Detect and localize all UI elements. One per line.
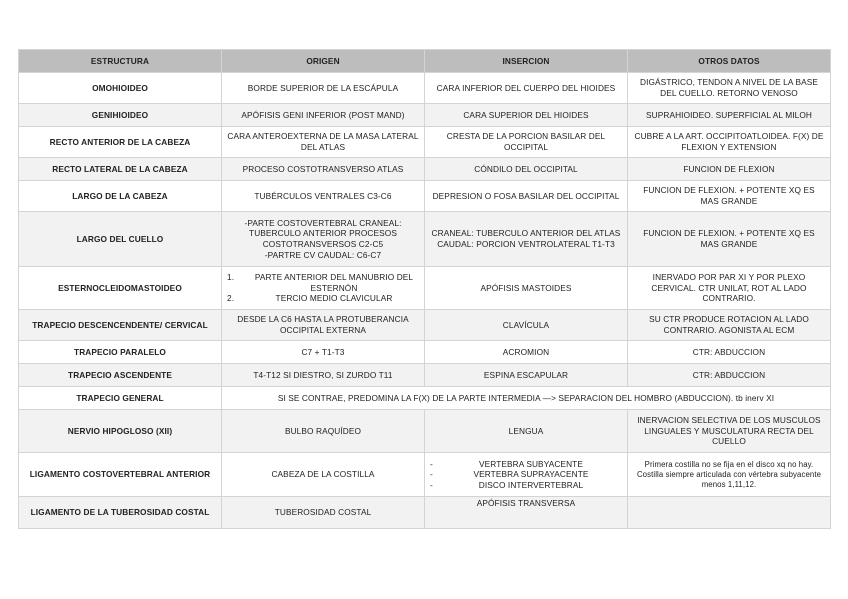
item-text: VERTEBRA SUPRAYACENTE <box>473 469 589 480</box>
otros-cell: FUNCION DE FLEXION <box>628 158 831 181</box>
numbered-item <box>227 272 419 293</box>
estructura-cell: RECTO LATERAL DE LA CABEZA <box>19 158 222 181</box>
otros-cell: FUNCION DE FLEXION. + POTENTE XQ ES MAS GRANDE <box>628 212 831 267</box>
item-text: VERTEBRA SUBYACENTE <box>479 458 583 469</box>
origen-cell <box>222 267 425 310</box>
table-row <box>19 364 831 387</box>
numbered-item <box>227 293 419 304</box>
insercion-cell: ACROMION <box>425 341 628 364</box>
table-row <box>19 267 831 310</box>
estructura-cell: TRAPECIO ASCENDENTE <box>19 364 222 387</box>
table-row <box>19 453 831 497</box>
table-row <box>19 497 831 529</box>
estructura-cell: TRAPECIO GENERAL <box>19 387 222 410</box>
otros-cell: SU CTR PRODUCE ROTACION AL LADO CONTRARIO. AGONISTA AL ECM <box>628 310 831 341</box>
estructura-cell: OMOHIOIDEO <box>19 73 222 104</box>
origen-cell: TUBÉRCULOS VENTRALES C3-C6 <box>222 181 425 212</box>
insercion-line: CAUDAL: PORCION VENTROLATERAL T1-T3 <box>437 239 615 249</box>
table-row <box>19 73 831 104</box>
otros-cell: DIGÁSTRICO, TENDON A NIVEL DE LA BASE DEL CUELLO. RETORNO VENOSO <box>628 73 831 104</box>
origen-cell: BORDE SUPERIOR DE LA ESCÁPULA <box>222 73 425 104</box>
merged-cell: SI SE CONTRAE, PREDOMINA LA F(X) DE LA PARTE INTERMEDIA —> SEPARACION DEL HOMBRO (ABDUCCION). tb inerv XI <box>222 387 831 410</box>
item-number: 2. <box>227 293 235 304</box>
item-text: DISCO INTERVERTEBRAL <box>478 479 584 490</box>
table-row <box>19 387 831 410</box>
origen-cell: DESDE LA C6 HASTA LA PROTUBERANCIA OCCIPITAL EXTERNA <box>222 310 425 341</box>
anatomy-table <box>18 49 831 529</box>
otros-cell: CTR: ABDUCCION <box>628 341 831 364</box>
dash-bullet: - <box>430 479 433 490</box>
estructura-cell: LIGAMENTO COSTOVERTEBRAL ANTERIOR <box>19 453 222 497</box>
insercion-cell: DEPRESION O FOSA BASILAR DEL OCCIPITAL <box>425 181 628 212</box>
table-row <box>19 341 831 364</box>
item-number: 1. <box>227 272 235 283</box>
header-origen: ORIGEN <box>222 50 425 73</box>
table-row <box>19 181 831 212</box>
insercion-cell: CARA SUPERIOR DEL HIOIDES <box>425 104 628 127</box>
table-row <box>19 158 831 181</box>
table-row <box>19 410 831 453</box>
estructura-cell: TRAPECIO PARALELO <box>19 341 222 364</box>
origen-cell: CABEZA DE LA COSTILLA <box>222 453 425 497</box>
insercion-cell: CRESTA DE LA PORCION BASILAR DEL OCCIPITAL <box>425 127 628 158</box>
origen-cell: T4-T12 SI DIESTRO, SI ZURDO T11 <box>222 364 425 387</box>
header-insercion: INSERCION <box>425 50 628 73</box>
origen-line: -PARTE COSTOVERTEBRAL CRANEAL: TUBERCULO ANTERIOR PROCESOS COSTOTRANSVERSOS C2-C5 <box>244 217 402 249</box>
table-row <box>19 212 831 267</box>
origen-cell: C7 + T1-T3 <box>222 341 425 364</box>
insercion-cell <box>425 453 628 497</box>
estructura-cell: RECTO ANTERIOR DE LA CABEZA <box>19 127 222 158</box>
origen-cell: TUBEROSIDAD COSTAL <box>222 497 425 529</box>
dash-item <box>430 480 622 491</box>
header-otros-datos: OTROS DATOS <box>628 50 831 73</box>
origen-cell: CARA ANTEROEXTERNA DE LA MASA LATERAL DEL ATLAS <box>222 127 425 158</box>
insercion-cell: APÓFISIS TRANSVERSA <box>425 497 628 529</box>
otros-cell <box>628 497 831 529</box>
origen-cell: PROCESO COSTOTRANSVERSO ATLAS <box>222 158 425 181</box>
dash-item <box>430 459 622 470</box>
dash-bullet: - <box>430 458 433 469</box>
insercion-cell: CLAVÍCULA <box>425 310 628 341</box>
table-row <box>19 104 831 127</box>
header-row <box>19 50 831 73</box>
insercion-cell: CARA INFERIOR DEL CUERPO DEL HIOIDES <box>425 73 628 104</box>
table-row <box>19 127 831 158</box>
estructura-cell: TRAPECIO DESCENCENDENTE/ CERVICAL <box>19 310 222 341</box>
origen-cell: APÓFISIS GENI INFERIOR (POST MAND) <box>222 104 425 127</box>
origen-line: -PARTRE CV CAUDAL: C6-C7 <box>264 249 382 260</box>
insercion-cell <box>425 212 628 267</box>
estructura-cell: GENIHIOIDEO <box>19 104 222 127</box>
otros-cell: SUPRAHIOIDEO. SUPERFICIAL AL MILOH <box>628 104 831 127</box>
otros-cell: FUNCION DE FLEXION. + POTENTE XQ ES MAS GRANDE <box>628 181 831 212</box>
item-text: PARTE ANTERIOR DEL MANUBRIO DEL ESTERNÓN <box>254 272 414 293</box>
estructura-cell: LARGO DEL CUELLO <box>19 212 222 267</box>
table-row <box>19 310 831 341</box>
insercion-cell: LENGUA <box>425 410 628 453</box>
otros-cell: INERVACION SELECTIVA DE LOS MUSCULOS LINGUALES Y MUSCULATURA RECTA DEL CUELLO <box>628 410 831 453</box>
estructura-cell: LARGO DE LA CABEZA <box>19 181 222 212</box>
header-estructura: ESTRUCTURA <box>19 50 222 73</box>
insercion-line: CRANEAL: TUBERCULO ANTERIOR DEL ATLAS <box>431 228 621 239</box>
otros-cell: CUBRE A LA ART. OCCIPITOATLOIDEA. F(X) DE FLEXION Y EXTENSION <box>628 127 831 158</box>
origen-cell: BULBO RAQUÍDEO <box>222 410 425 453</box>
origen-cell <box>222 212 425 267</box>
insercion-cell: ESPINA ESCAPULAR <box>425 364 628 387</box>
dash-bullet: - <box>430 469 433 480</box>
otros-cell: Primera costilla no se fija en el disco xq no hay. Costilla siempre articulada con vértebra subyacente menos 1,11,12. <box>628 453 831 497</box>
dash-item <box>430 469 622 480</box>
item-text: TERCIO MEDIO CLAVICULAR <box>275 293 393 304</box>
insercion-cell: APÓFISIS MASTOIDES <box>425 267 628 310</box>
estructura-cell: NERVIO HIPOGLOSO (XII) <box>19 410 222 453</box>
insercion-cell: CÓNDILO DEL OCCIPITAL <box>425 158 628 181</box>
otros-cell: CTR: ABDUCCION <box>628 364 831 387</box>
otros-cell: INERVADO POR PAR XI Y POR PLEXO CERVICAL. CTR UNILAT, ROT AL LADO CONTRARIO. <box>628 267 831 310</box>
estructura-cell: ESTERNOCLEIDOMASTOIDEO <box>19 267 222 310</box>
estructura-cell: LIGAMENTO DE LA TUBEROSIDAD COSTAL <box>19 497 222 529</box>
